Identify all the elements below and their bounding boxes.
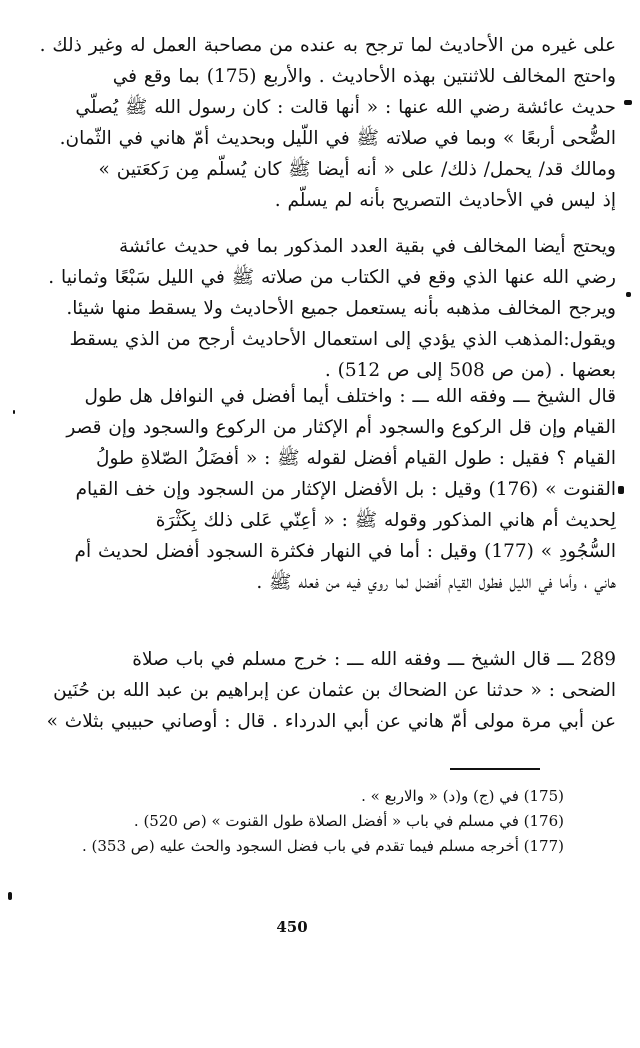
scan-speck: [8, 892, 12, 900]
text-line: ويحتج أيضا المخالف في بقية العدد المذكور بما في حديث عائشة: [118, 236, 616, 257]
text-line: ويقول:المذهب الذي يؤدي إلى استعمال الأحاديث أرجح من الذي يسقط: [69, 329, 616, 350]
footnote-176: (176) في مسلم في باب « أفضل الصلاة طول القنوت » (ص 520) .: [133, 812, 564, 830]
scan-speck: [618, 486, 624, 494]
scan-speck: [624, 100, 632, 105]
text-line: رضي الله عنها الذي وقع في الكتاب من صلاته ﷺ في الليل سَبْعًا وثمانيا .: [48, 267, 616, 288]
text-line: الضُّحى أربعًا » وبما في صلاته ﷺ في اللّيل وبحديث أمّ هاني في الثّمان.: [59, 128, 616, 149]
text-line: قال الشيخ ـــ وفقه الله ـــ : واختلف أيما أفضل في النوافل هل طول: [84, 386, 616, 407]
paragraph-4: [24, 644, 616, 737]
scan-speck: [13, 410, 15, 414]
text-line: القنوت » (176) وقيل : بل الأفضل الإكثار من السجود وإن خف القيام: [75, 479, 616, 500]
paragraph-1: [24, 30, 616, 216]
text-line: السُّجُودِ » (177) وقيل : أما في النهار فكثرة السجود أفضل لحديث أم: [74, 541, 616, 562]
text-line: على غيره من الأحاديث لما ترجح به عنده من مصاحبة العمل له وغير ذلك .: [39, 35, 616, 56]
text-line: واحتج المخالف للاثنتين بهذه الأحاديث . والأربع (175) بما وقع في: [112, 66, 616, 87]
text-line: لِحديث أم هاني المذكور وقوله ﷺ : « أعِنّي عَلى ذلك بِكَثْرَة: [155, 510, 616, 531]
text-line: القيام ؟ فقيل : طول القيام أفضل لقوله ﷺ : « أفضَلُ الصّلاةِ طولُ: [96, 448, 616, 469]
text-line: ويرجح المخالف مذهبه بأنه يستعمل جميع الأحاديث ولا يسقط منها شيئا.: [66, 298, 616, 319]
footnote-177: (177) أخرجه مسلم فيما تقدم في باب فضل السجود والحث عليه (ص 353) .: [81, 837, 564, 855]
text-line: عن أبي مرة مولى أمّ هاني عن أبي الدرداء . قال : أوصاني حبيبي بثلاث »: [46, 711, 616, 732]
text-line: إذ ليس في الأحاديث التصريح بأنه لم يسلّم .: [274, 190, 616, 211]
text-line: هاني ، وأما في الليل فطول القيام أفضل لما روي فيه من فعله ﷺ .: [256, 572, 616, 593]
paragraph-2: [24, 231, 616, 386]
footnotes: [24, 784, 564, 859]
footnote-175: (175) في (ج) و(د) « والاربع » .: [361, 787, 564, 805]
page-number: 450: [276, 918, 308, 936]
scan-speck: [626, 292, 631, 297]
text-line: بعضها . (من ص 508 إلى ص 512) .: [324, 360, 616, 381]
paragraph-3: [24, 381, 616, 598]
footnote-divider: [450, 768, 540, 770]
text-line: 289 ـــ قال الشيخ ـــ وفقه الله ـــ : خرج مسلم في باب صلاة: [132, 649, 616, 670]
text-line: الضحى : « حدثنا عن الضحاك بن عثمان عن إبراهيم بن عبد الله بن حُنَين: [53, 680, 616, 701]
text-line: القيام وإن قل الركوع والسجود أم الإكثار من الركوع والسجود وإن قصر: [66, 417, 616, 438]
text-line: ومالك قد/ يحمل/ ذلك/ على « أنه أيضا ﷺ كان يُسلّم مِن رَكعَتين »: [98, 159, 616, 180]
text-line: حديث عائشة رضي الله عنها : « أنها قالت : كان رسول الله ﷺ يُصلّي: [75, 97, 616, 118]
